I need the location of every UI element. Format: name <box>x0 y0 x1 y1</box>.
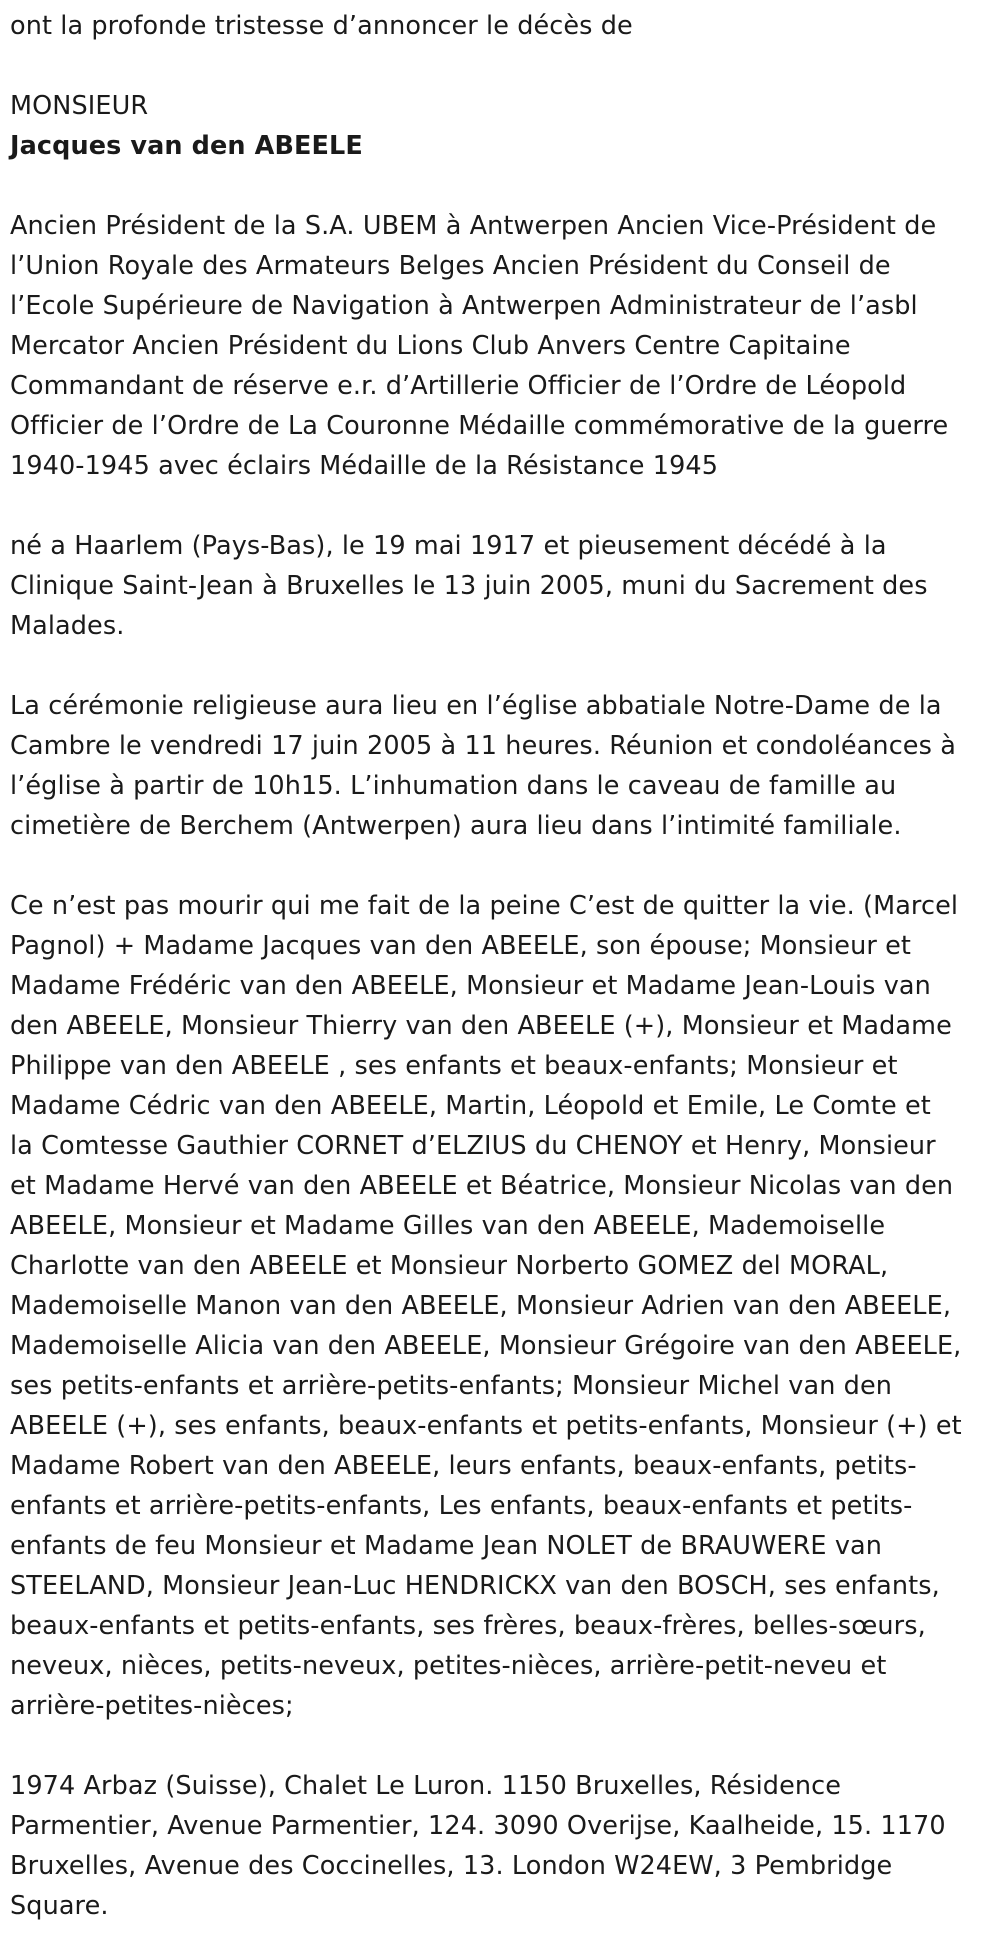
spacer <box>10 846 1000 886</box>
obituary-document <box>10 6 1000 1926</box>
intro-text: ont la profonde tristesse d’annoncer le décès de <box>10 11 633 41</box>
family-paragraph: Ce n’est pas mourir qui me fait de la peine C’est de quitter la vie. (Marcel Pagnol) + Madame Jacques van den ABEELE, son épouse; Monsieur et Madame Frédéric van den ABEELE, Monsieur et Madame Jean-Louis van den ABEELE, Monsieur Thierry van den ABEELE (+), Monsieur et Madame Philippe van den ABEELE , ses enfants et beaux-enfants; Monsieur et Madame Cédric van den ABEELE, Martin, Léopold et Emile, Le Comte et la Comtesse Gauthier CORNET d’ELZIUS du CHENOY et Henry, Monsieur et Madame Hervé van den ABEELE et Béatrice, Monsieur Nicolas van den ABEELE, Monsieur et Madame Gilles van den ABEELE, Mademoiselle Charlotte van den ABEELE et Monsieur Norberto GOMEZ del MORAL, Mademoiselle Manon van den ABEELE, Monsieur Adrien van den ABEELE, Mademoiselle Alicia van den ABEELE, Monsieur Grégoire van den ABEELE, ses petits-enfants et arrière-petits-enfants; Monsieur Michel van den ABEELE (+), ses enfants, beaux-enfants et petits-enfants, Monsieur (+) et Madame Robert van den ABEELE, leurs enfants, beaux-enfants, petits- enfants et arrière-petits-enfants, Les enfants, beaux-enfants et petits- enfants de feu Monsieur et Madame Jean NOLET de BRAUWERE van STEELAND, Monsieur Jean-Luc HENDRICKX van den BOSCH, ses enfants, beaux-enfants et petits-enfants, ses frères, beaux-frères, belles-sœurs, neveux, nièces, petits-neveux, petites-nièces, arrière-petit-neveu et arrière-petites-nièces; <box>10 891 962 1721</box>
ceremony-paragraph: La cérémonie religieuse aura lieu en l’église abbatiale Notre-Dame de la Cambre le vendredi 17 juin 2005 à 11 heures. Réunion et condoléances à l’église à partir de 10h15. L’inhumation dans le caveau de famille au cimetière de Berchem (Antwerpen) aura lieu dans l’intimité familiale. <box>10 691 956 841</box>
spacer <box>10 166 1000 206</box>
spacer <box>10 646 1000 686</box>
addresses-paragraph: 1974 Arbaz (Suisse), Chalet Le Luron. 1150 Bruxelles, Résidence Parmentier, Avenue Parmentier, 124. 3090 Overijse, Kaalheide, 15. 1170 Bruxelles, Avenue des Coccinelles, 13. London W24EW, 3 Pembridge Square. <box>10 1771 946 1921</box>
deceased-name: Jacques van den ABEELE <box>10 131 363 161</box>
salutation: MONSIEUR <box>10 91 149 121</box>
spacer <box>10 486 1000 526</box>
titles-paragraph: Ancien Président de la S.A. UBEM à Antwerpen Ancien Vice-Président de l’Union Royale des Armateurs Belges Ancien Président du Conseil de l’Ecole Supérieure de Navigation à Antwerpen Administrateur de l’asbl Mercator Ancien Président du Lions Club Anvers Centre Capitaine Commandant de réserve e.r. d’Artillerie Officier de l’Ordre de Léopold Officier de l’Ordre de La Couronne Médaille commémorative de la guerre 1940-1945 avec éclairs Médaille de la Résistance 1945 <box>10 211 949 481</box>
spacer <box>10 1726 1000 1766</box>
spacer <box>10 46 1000 86</box>
birth-death-paragraph: né a Haarlem (Pays-Bas), le 19 mai 1917 et pieusement décédé à la Clinique Saint-Jean à Bruxelles le 13 juin 2005, muni du Sacrement des Malades. <box>10 531 928 641</box>
